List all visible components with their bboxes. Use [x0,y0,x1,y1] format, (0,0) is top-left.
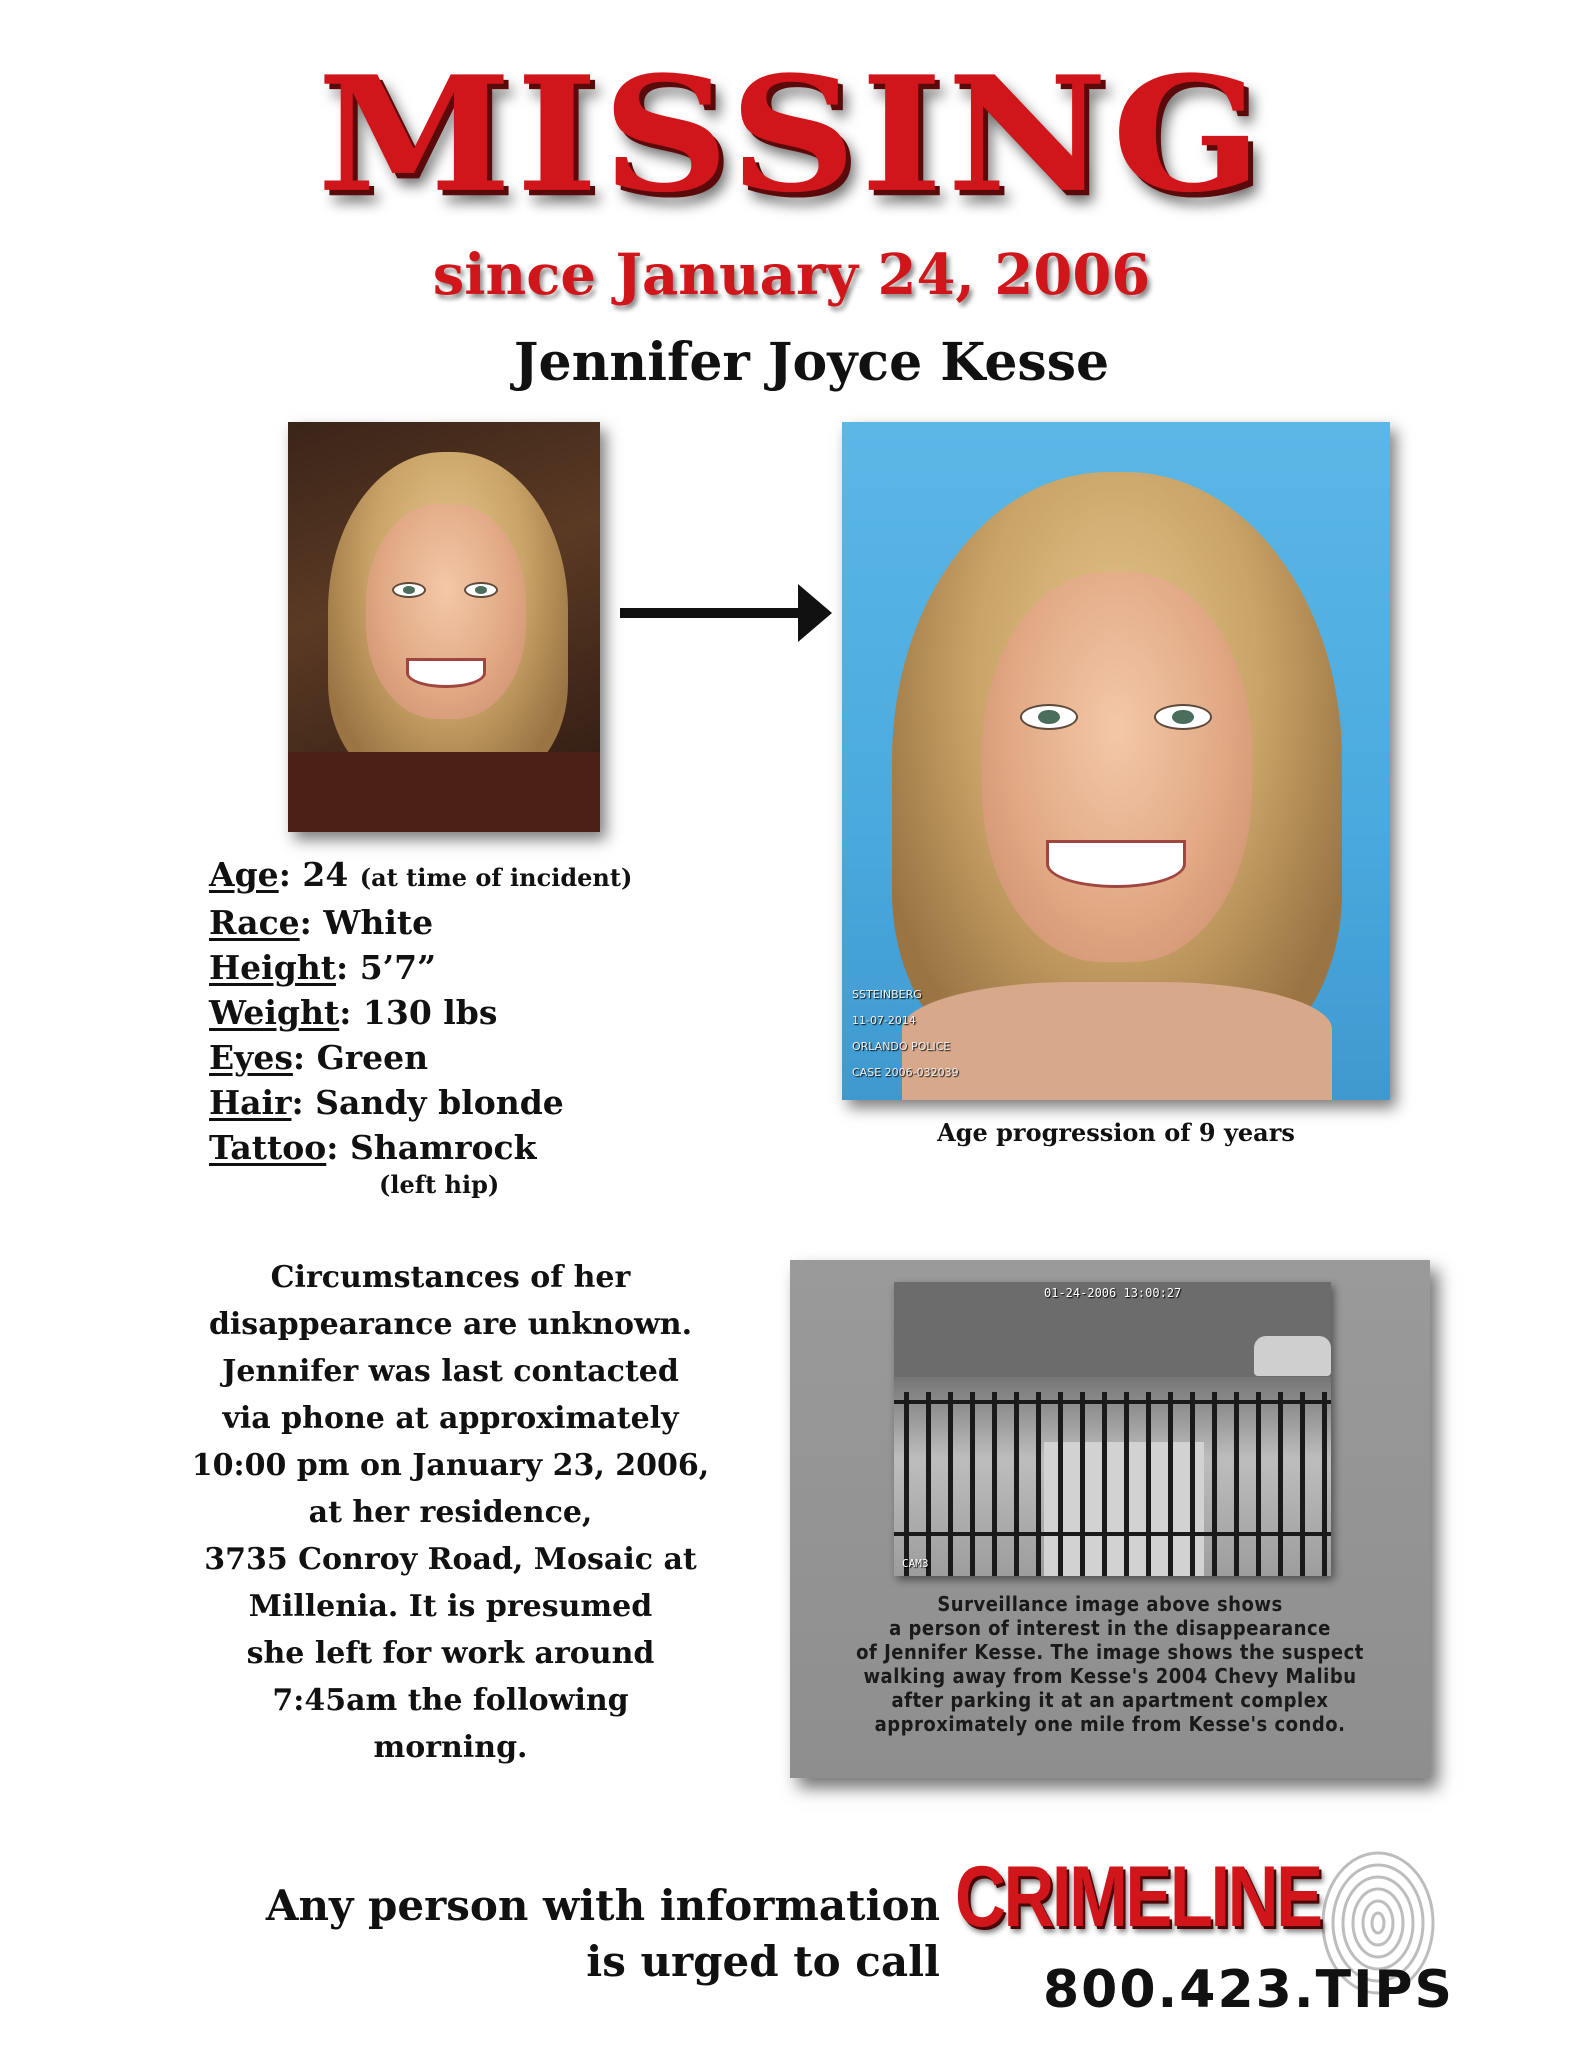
fence-bar [1168,1392,1173,1576]
fence-rail-top [894,1400,1331,1404]
surveillance-panel [790,1260,1430,1778]
photo-stamp: SSTEINBERG 11-07-2014 ORLANDO POLICE CASE 2006-032039 [852,988,959,1079]
fence-bar [992,1392,997,1576]
fence-bar [1278,1392,1283,1576]
cam-label: CAM3 [902,1557,929,1570]
arrow-shaft [620,608,810,618]
fence-bar [1014,1392,1019,1576]
surveillance-caption: Surveillance image above shows a person of interest in the disappearance of Jennifer Kesse. The image shows the suspect walking away from Kesse's 2004 Chevy Malibu after parking it at an apartment complex approximately one mile from Kesse's condo. [856,1592,1364,1736]
missing-title: MISSING [317,41,1266,228]
fence-bar [948,1392,953,1576]
arrow-right-icon [798,584,832,642]
fence-bar [1124,1392,1129,1576]
photo-eye-right [464,582,498,598]
person-name: Jennifer Joyce Kesse [513,332,1110,393]
fence-bar [1322,1392,1327,1576]
fence-bar [1058,1392,1063,1576]
description-list [209,852,769,1200]
progression-shoulders [902,982,1332,1100]
fence-bar [970,1392,975,1576]
fence-bar [1080,1392,1085,1576]
progression-smile [1046,840,1186,888]
photo-of-jennifer [288,422,600,832]
surveillance-image [894,1282,1331,1576]
stat-tattoo: Tattoo: Shamrock [209,1128,537,1167]
stat-height: Height: 5’7” [209,948,437,987]
cam-timestamp: 01-24-2006 13:00:27 [1044,1286,1182,1300]
photo-sweater [288,752,600,832]
call-to-action: Any person with information is urged to call [265,1881,940,1986]
age-progression-caption: Age progression of 9 years [937,1118,1295,1147]
fence-bar [904,1392,909,1576]
missing-since-date: since January 24, 2006 [432,242,1151,308]
fence-bar [1190,1392,1195,1576]
stat-tattoo-location: (left hip) [379,1170,500,1199]
progression-eye-right [1154,704,1212,730]
fence-bar [1256,1392,1261,1576]
progression-eye-left [1020,704,1078,730]
age-progression-photo [842,422,1390,1100]
fence-bar [1102,1392,1107,1576]
stat-race: Race: White [209,903,434,942]
photo-smile [406,658,486,688]
photo-eye-left [392,582,426,598]
fence-bar [1036,1392,1041,1576]
crimeline-logo: CRIMELINE [955,1849,1321,1945]
fence-bar [1146,1392,1151,1576]
fence-bar [1300,1392,1305,1576]
fence-bar [1212,1392,1217,1576]
circumstances-paragraph: Circumstances of her disappearance are unknown. Jennifer was last contacted via phone at approximately 10:00 pm on January 23, 2006, at her residence, 3735 Conroy Road, Mosaic at Millenia. It is presumed she left for work around 7:45am the following morning. [191,1260,710,1765]
stat-weight: Weight: 130 lbs [209,993,498,1032]
cam-car [1254,1336,1331,1376]
fence-bar [926,1392,931,1576]
tip-phone-number[interactable]: 800.423.TIPS [1043,1960,1454,2020]
stat-eyes: Eyes: Green [209,1038,429,1077]
stat-hair: Hair: Sandy blonde [209,1083,564,1122]
fence-rail-bottom [894,1532,1331,1536]
fence-bar [1234,1392,1239,1576]
stat-age: Age: 24 (at time of incident) [209,855,633,894]
progression-face [982,572,1252,962]
